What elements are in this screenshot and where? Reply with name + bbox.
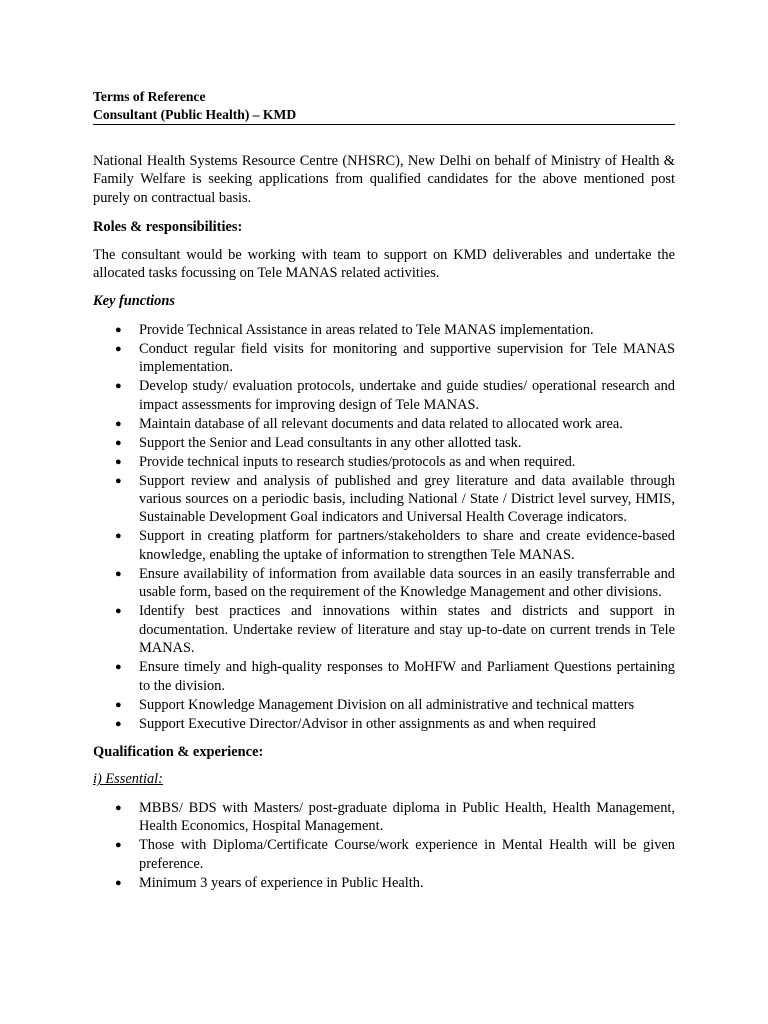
bullet-icon: ● [115,417,122,430]
bullet-icon: ● [115,436,122,449]
bullet-icon: ● [115,717,122,730]
document-body [93,152,675,902]
bullet-icon: ● [115,455,122,468]
essential-list [93,799,675,892]
list-item: ● Support Knowledge Management Division on all administrative and technical matters [115,696,635,713]
document-title: Terms of Reference [93,89,206,104]
list-item: ● Develop study/ evaluation protocols, undertake and guide studies/ operational research and impact assessments for improving design of Tele MANAS. [115,378,675,413]
list-item: ● Ensure timely and high-quality responses to MoHFW and Parliament Questions pertaining to the division. [115,659,675,694]
qualification-heading: Qualification & experience: [93,743,264,760]
list-item: ● MBBS/ BDS with Masters/ post-graduate diploma in Public Health, Health Management, Health Economics, Hospital Management. [115,799,675,835]
bullet-icon: ● [115,380,122,393]
bullet-icon: ● [115,323,122,336]
bullet-icon: ● [115,605,122,618]
list-item: ● Provide technical inputs to research studies/protocols as and when required. [115,453,576,470]
bullet-icon: ● [115,876,122,889]
bullet-icon: ● [115,567,122,580]
list-item: ● Those with Diploma/Certificate Course/work experience in Mental Health will be given preference. [115,837,675,872]
bullet-icon: ● [115,661,122,674]
bullet-icon: ● [115,530,122,543]
list-item: ● Minimum 3 years of experience in Public Health. [115,874,424,891]
list-item: ● Support Executive Director/Advisor in other assignments as and when required [115,715,596,732]
list-item: ● Support in creating platform for partners/stakeholders to share and create evidence-based knowledge, enabling the uptake of information to strengthen Tele MANAS. [115,528,675,563]
key-functions-list [93,321,675,733]
bullet-icon: ● [115,801,122,814]
list-item: ● Support review and analysis of published and grey literature and data available through various sources on a periodic basis, including National / State / District level survey, HMIS, Sustainable Development Goal indicators and Universal Health Coverage indicators. [115,472,675,526]
bullet-icon: ● [115,698,122,711]
bullet-icon: ● [115,474,122,487]
document-subtitle: Consultant (Public Health) – KMD [93,106,297,122]
list-item: ● Identify best practices and innovations within states and districts and support in documentation. Undertake review of literature and stay up-to-date on current trends in Tele MANAS. [115,603,675,657]
list-item: ● Support the Senior and Lead consultants in any other allotted task. [115,434,522,451]
key-functions-heading: Key functions [93,293,175,310]
roles-heading: Roles & responsibilities: [93,219,243,236]
document-header [93,88,675,125]
bullet-icon: ● [115,839,122,852]
list-item: ● Ensure availability of information from available data sources in an easily transferrable and usable form, based on the requirement of the Knowledge Management and other divisions. [115,565,675,601]
list-item: ● Maintain database of all relevant documents and data related to allocated work area. [115,415,623,432]
bullet-icon: ● [115,342,122,355]
intro-paragraph: National Health Systems Resource Centre (NHSRC), New Delhi on behalf of Ministry of Health & Family Welfare is seeking applications from qualified candidates for the above mentioned post purely on contractual basis. [93,153,675,206]
essential-subheading: i) Essential: [93,771,163,788]
list-item: ● Provide Technical Assistance in areas related to Tele MANAS implementation. [115,321,594,338]
list-item: ● Conduct regular field visits for monitoring and supportive supervision for Tele MANAS implementation. [115,340,675,376]
roles-paragraph: The consultant would be working with team to support on KMD deliverables and undertake the allocated tasks focussing on Tele MANAS related activities. [93,246,675,282]
